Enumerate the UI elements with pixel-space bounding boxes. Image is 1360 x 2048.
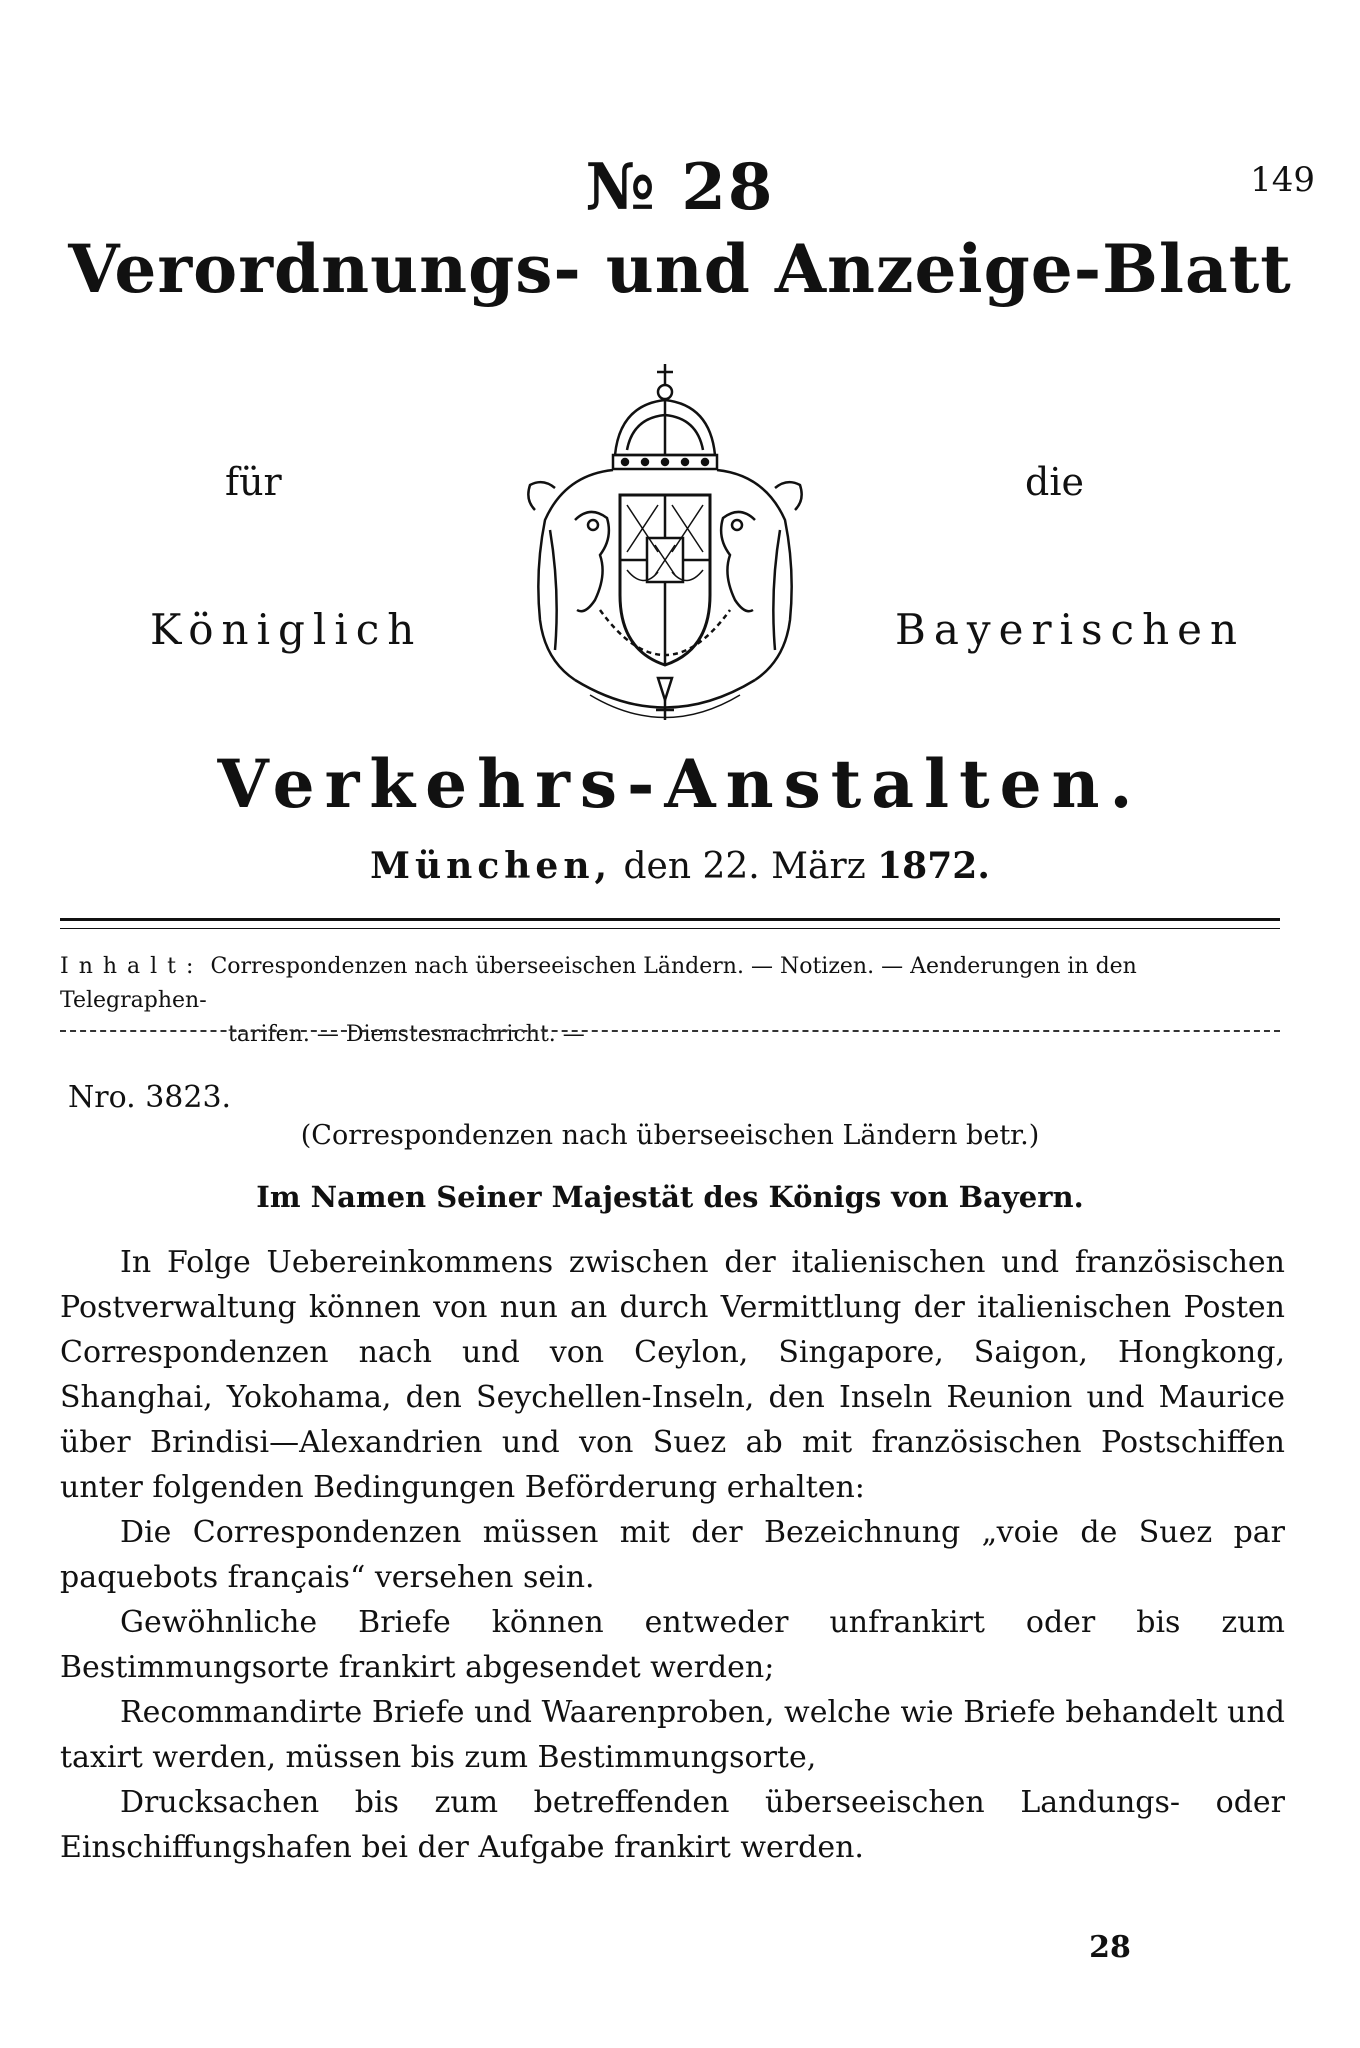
divider-rule [60,918,1280,921]
paragraph: In Folge Uebereinkommens zwischen der italienischen und französischen Postverwaltung können von nun an durch Vermittlung der italienischen Posten Correspondenzen nach und von Ceylon, Singapore, Saigon, Hongkong, Shanghai, Yokohama, den Seychellen-Inseln, den Inseln Reunion und Maurice über Brindisi—Alexandrien und von Suez ab mit französischen Postschiffen unter folgenden Bedingungen Beförderung erhalten: [60,1245,1285,1505]
signature-mark: 28 [1089,1930,1131,1965]
paragraph: Gewöhnliche Briefe können entweder unfrankirt oder bis zum Bestimmungsorte frankirt abgesendet werden; [60,1605,1285,1685]
toc-line [60,950,1280,1018]
dateline-date: den 22. März [623,846,866,887]
title-word-fuer: für [225,460,282,504]
dateline-year: 1872. [877,845,990,887]
publication-title: Verordnungs- und Anzeige-Blatt [68,230,1292,308]
toc-continuation: tarifen. — Dienstesnachricht. — [228,1022,585,1047]
article-subject: (Correspondenzen nach überseeischen Ländern betr.) [300,1120,1040,1151]
paragraph: Die Correspondenzen müssen mit der Bezeichnung „voie de Suez par paquebots français“ versehen sein. [60,1515,1285,1595]
royal-invocation: Im Namen Seiner Majestät des Königs von Bayern. [256,1180,1084,1214]
toc-text: Correspondenzen nach überseeischen Ländern. — Notizen. — Aenderungen in den Telegraphen- [60,954,1137,1013]
divider-rule [60,928,1280,929]
issue-number: № 28 [585,150,775,225]
dateline [80,845,1280,887]
paragraph: Drucksachen bis zum betreffenden überseeischen Landungs- oder Einschiffungshafen bei der Aufgabe frankirt werden. [60,1785,1285,1865]
bavarian-coat-of-arms-icon [515,360,815,740]
title-word-koeniglich: Königlich [150,605,423,654]
title-word-bayerischen: Bayerischen [895,605,1246,654]
dateline-place: München, [370,845,613,887]
paragraph: Recommandirte Briefe und Waarenproben, welche wie Briefe behandelt und taxirt werden, müssen bis zum Bestimmungsorte, [60,1695,1285,1775]
toc-label: Inhalt: [60,954,204,979]
article-number: Nro. 3823. [68,1080,232,1115]
page-number: 149 [1250,160,1315,200]
divider-rule [60,1030,1280,1032]
publication-subtitle: Verkehrs-Anstalten. [217,745,1143,823]
title-word-die: die [1025,460,1084,504]
table-of-contents [60,950,1280,1052]
article-body [60,1240,1285,1870]
